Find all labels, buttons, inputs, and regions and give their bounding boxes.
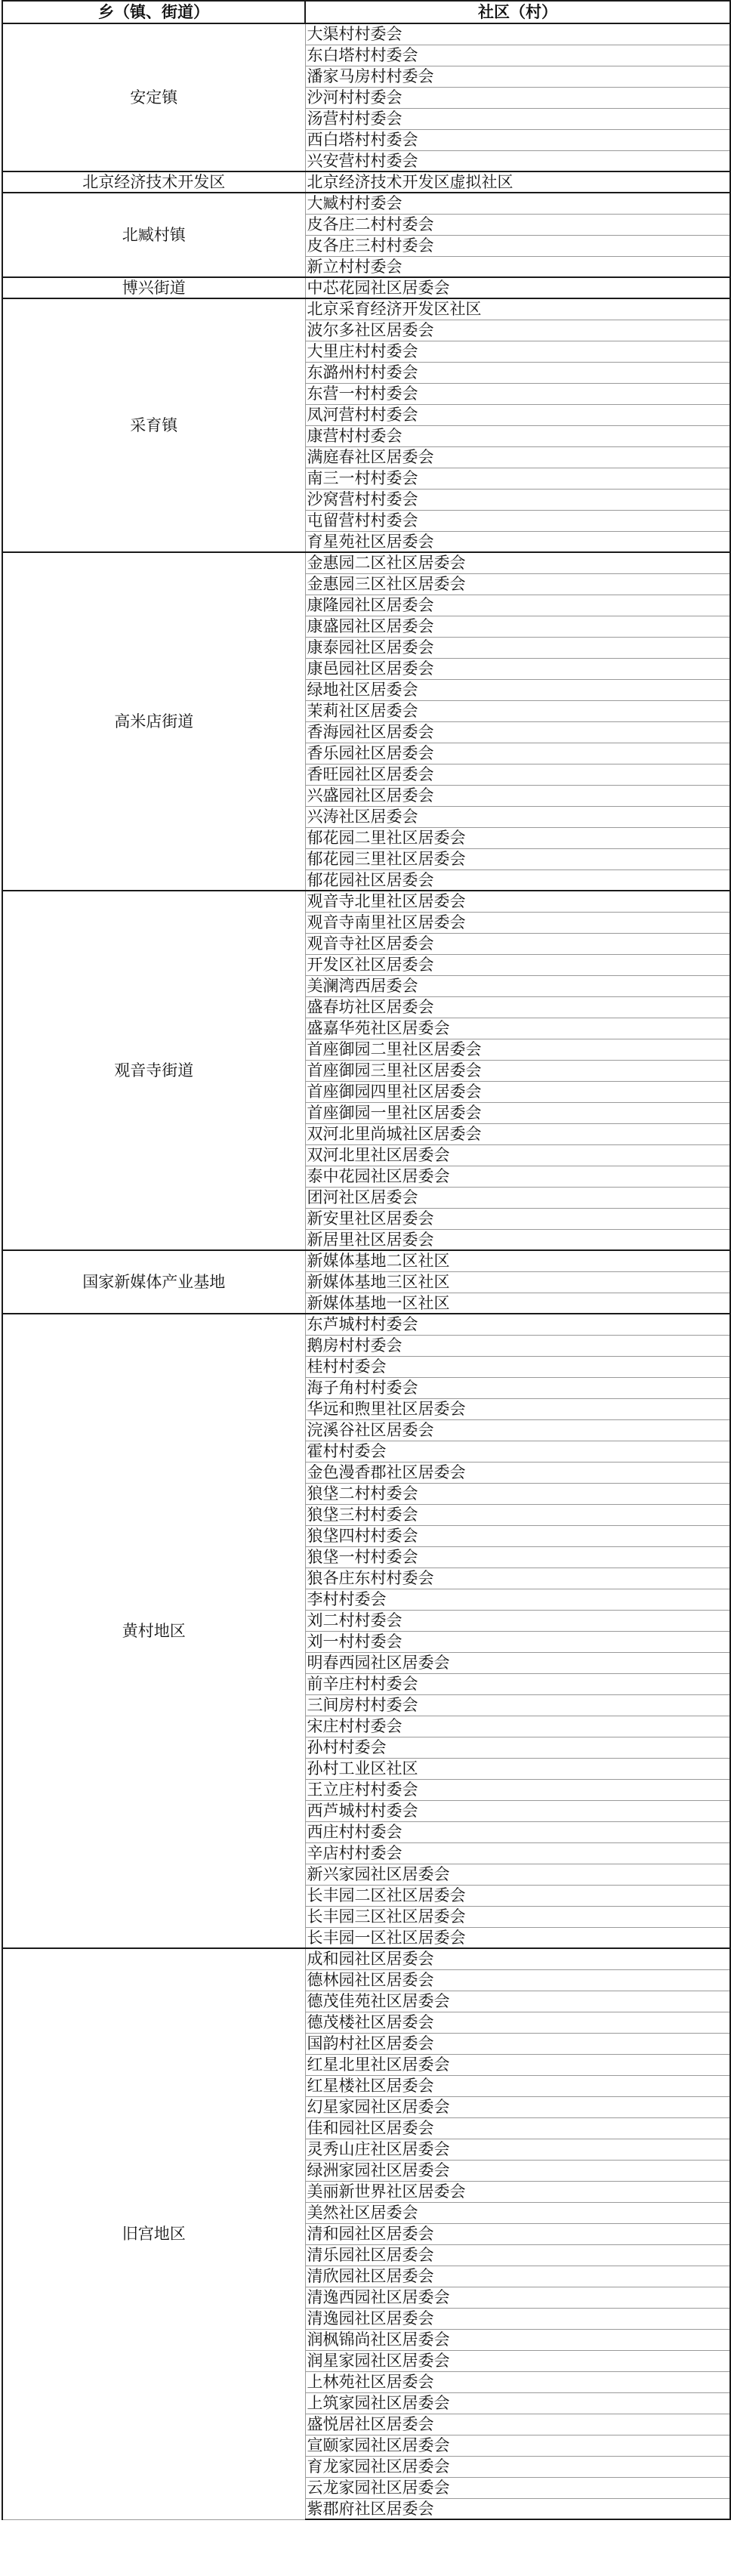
community-cell: 鹅房村村委会 xyxy=(305,1335,730,1356)
community-cell: 狼垡四村村委会 xyxy=(305,1525,730,1546)
community-cell: 新媒体基地二区社区 xyxy=(305,1250,730,1271)
community-cell: 孙村村委会 xyxy=(305,1737,730,1758)
community-cell: 清欣园社区居委会 xyxy=(305,2266,730,2287)
community-cell: 美丽新世界社区居委会 xyxy=(305,2181,730,2202)
community-cell: 育星苑社区居委会 xyxy=(305,531,730,552)
header-community: 社区（村） xyxy=(305,1,730,23)
community-cell: 西庄村村委会 xyxy=(305,1821,730,1842)
community-cell: 红星北里社区居委会 xyxy=(305,2054,730,2075)
community-cell: 大里庄村村委会 xyxy=(305,341,730,362)
community-cell: 新兴家园社区居委会 xyxy=(305,1864,730,1885)
township-cell: 观音寺街道 xyxy=(2,891,305,1250)
community-cell: 润枫锦尚社区居委会 xyxy=(305,2329,730,2350)
community-table xyxy=(2,0,731,2520)
community-cell: 开发区社区居委会 xyxy=(305,954,730,975)
community-cell: 德林园社区居委会 xyxy=(305,1969,730,1991)
community-cell: 兴安营村村委会 xyxy=(305,150,730,171)
community-cell: 新居里社区居委会 xyxy=(305,1229,730,1250)
community-cell: 霍村村委会 xyxy=(305,1441,730,1462)
header-township: 乡（镇、街道） xyxy=(2,1,305,23)
township-cell: 北臧村镇 xyxy=(2,193,305,277)
community-cell: 康泰园社区居委会 xyxy=(305,637,730,658)
community-cell: 波尔多社区居委会 xyxy=(305,320,730,341)
community-cell: 李村村委会 xyxy=(305,1589,730,1610)
community-cell: 狼垡一村村委会 xyxy=(305,1546,730,1568)
community-cell: 沙窝营村村委会 xyxy=(305,489,730,510)
community-cell: 美然社区居委会 xyxy=(305,2202,730,2223)
community-cell: 新媒体基地一区社区 xyxy=(305,1293,730,1314)
table-row xyxy=(2,1948,730,1969)
community-cell: 首座御园二里社区居委会 xyxy=(305,1039,730,1060)
community-cell: 国韵村社区居委会 xyxy=(305,2033,730,2054)
community-cell: 新立村村委会 xyxy=(305,256,730,277)
community-cell: 清逸西园社区居委会 xyxy=(305,2287,730,2308)
table-row xyxy=(2,171,730,193)
community-cell: 新安里社区居委会 xyxy=(305,1208,730,1229)
township-cell: 旧宫地区 xyxy=(2,1948,305,2519)
community-cell: 孙村工业区社区 xyxy=(305,1758,730,1779)
table-row xyxy=(2,193,730,214)
community-cell: 明春西园社区居委会 xyxy=(305,1652,730,1673)
community-cell: 郁花园社区居委会 xyxy=(305,869,730,891)
community-cell: 香乐园社区居委会 xyxy=(305,743,730,764)
community-cell: 王立庄村村委会 xyxy=(305,1779,730,1800)
header-row xyxy=(2,1,730,23)
community-cell: 北京采育经济开发区社区 xyxy=(305,298,730,320)
community-cell: 南三一村村委会 xyxy=(305,468,730,489)
community-cell: 观音寺南里社区居委会 xyxy=(305,912,730,933)
community-cell: 宣颐家园社区居委会 xyxy=(305,2435,730,2456)
community-cell: 新媒体基地三区社区 xyxy=(305,1271,730,1293)
community-cell: 海子角村村委会 xyxy=(305,1377,730,1398)
table-row xyxy=(2,298,730,320)
community-cell: 香旺园社区居委会 xyxy=(305,764,730,785)
community-cell: 绿地社区居委会 xyxy=(305,679,730,700)
community-cell: 金惠园二区社区居委会 xyxy=(305,552,730,573)
community-cell: 中芯花园社区居委会 xyxy=(305,277,730,298)
table-row xyxy=(2,23,730,45)
community-cell: 幻星家园社区居委会 xyxy=(305,2096,730,2117)
community-cell: 双河北里社区居委会 xyxy=(305,1144,730,1166)
community-cell: 满庭春社区居委会 xyxy=(305,446,730,468)
community-cell: 成和园社区居委会 xyxy=(305,1948,730,1969)
community-cell: 三间房村村委会 xyxy=(305,1694,730,1716)
table-row xyxy=(2,891,730,912)
community-cell: 清和园社区居委会 xyxy=(305,2223,730,2244)
community-cell: 凤河营村村委会 xyxy=(305,404,730,425)
community-cell: 汤营村村委会 xyxy=(305,108,730,129)
community-cell: 绿洲家园社区居委会 xyxy=(305,2160,730,2181)
community-cell: 东营一村村委会 xyxy=(305,383,730,404)
township-cell: 北京经济技术开发区 xyxy=(2,171,305,193)
community-cell: 狼垡二村村委会 xyxy=(305,1483,730,1504)
community-cell: 育龙家园社区居委会 xyxy=(305,2456,730,2477)
township-cell: 博兴街道 xyxy=(2,277,305,298)
community-cell: 首座御园三里社区居委会 xyxy=(305,1060,730,1081)
community-cell: 上筑家园社区居委会 xyxy=(305,2392,730,2414)
community-cell: 长丰园二区社区居委会 xyxy=(305,1885,730,1906)
table-row xyxy=(2,552,730,573)
community-cell: 华远和煦里社区居委会 xyxy=(305,1398,730,1419)
community-cell: 潘家马房村村委会 xyxy=(305,66,730,87)
community-cell: 灵秀山庄社区居委会 xyxy=(305,2139,730,2160)
community-cell: 首座御园一里社区居委会 xyxy=(305,1102,730,1123)
township-cell: 采育镇 xyxy=(2,298,305,552)
table-row xyxy=(2,1250,730,1271)
township-cell: 黄村地区 xyxy=(2,1314,305,1948)
community-cell: 大臧村村委会 xyxy=(305,193,730,214)
community-cell: 香海园社区居委会 xyxy=(305,721,730,743)
community-cell: 清乐园社区居委会 xyxy=(305,2244,730,2266)
community-cell: 辛店村村委会 xyxy=(305,1842,730,1864)
community-cell: 润星家园社区居委会 xyxy=(305,2350,730,2371)
community-cell: 金色漫香郡社区居委会 xyxy=(305,1462,730,1483)
community-cell: 西白塔村村委会 xyxy=(305,129,730,150)
community-cell: 狼各庄东村村委会 xyxy=(305,1568,730,1589)
community-cell: 云龙家园社区居委会 xyxy=(305,2477,730,2498)
community-cell: 桂村村委会 xyxy=(305,1356,730,1377)
community-cell: 郁花园三里社区居委会 xyxy=(305,848,730,869)
community-cell: 美澜湾西居委会 xyxy=(305,975,730,996)
township-cell: 高米店街道 xyxy=(2,552,305,891)
community-cell: 康营村村委会 xyxy=(305,425,730,446)
community-cell: 屯留营村村委会 xyxy=(305,510,730,531)
community-cell: 东潞州村村委会 xyxy=(305,362,730,383)
township-cell: 安定镇 xyxy=(2,23,305,171)
community-cell: 皮各庄三村村委会 xyxy=(305,235,730,256)
community-cell: 紫郡府社区居委会 xyxy=(305,2498,730,2519)
community-cell: 德茂楼社区居委会 xyxy=(305,2012,730,2033)
community-cell: 兴涛社区居委会 xyxy=(305,806,730,827)
community-cell: 西芦城村村委会 xyxy=(305,1800,730,1821)
community-cell: 盛嘉华苑社区居委会 xyxy=(305,1018,730,1039)
community-cell: 上林苑社区居委会 xyxy=(305,2371,730,2392)
community-cell: 北京经济技术开发区虚拟社区 xyxy=(305,171,730,193)
table-row xyxy=(2,1314,730,1335)
community-cell: 刘一村村委会 xyxy=(305,1631,730,1652)
community-cell: 长丰园一区社区居委会 xyxy=(305,1927,730,1948)
community-cell: 大渠村村委会 xyxy=(305,23,730,45)
community-cell: 刘二村村委会 xyxy=(305,1610,730,1631)
table-row xyxy=(2,277,730,298)
community-cell: 盛春坊社区居委会 xyxy=(305,996,730,1018)
community-cell: 盛悦居社区居委会 xyxy=(305,2414,730,2435)
community-cell: 沙河村村委会 xyxy=(305,87,730,108)
table-body xyxy=(2,23,730,2519)
community-cell: 康邑园社区居委会 xyxy=(305,658,730,679)
township-cell: 国家新媒体产业基地 xyxy=(2,1250,305,1314)
community-cell: 佳和园社区居委会 xyxy=(305,2117,730,2139)
community-cell: 团河社区居委会 xyxy=(305,1187,730,1208)
community-cell: 东芦城村村委会 xyxy=(305,1314,730,1335)
community-cell: 宋庄村村委会 xyxy=(305,1716,730,1737)
community-cell: 红星楼社区居委会 xyxy=(305,2075,730,2096)
community-cell: 观音寺北里社区居委会 xyxy=(305,891,730,912)
community-cell: 德茂佳苑社区居委会 xyxy=(305,1991,730,2012)
community-cell: 郁花园二里社区居委会 xyxy=(305,827,730,848)
community-cell: 观音寺社区居委会 xyxy=(305,933,730,954)
community-cell: 双河北里尚城社区居委会 xyxy=(305,1123,730,1144)
community-cell: 东白塔村村委会 xyxy=(305,45,730,66)
community-cell: 金惠园三区社区居委会 xyxy=(305,573,730,595)
community-cell: 清逸园社区居委会 xyxy=(305,2308,730,2329)
community-cell: 首座御园四里社区居委会 xyxy=(305,1081,730,1102)
community-cell: 狼垡三村村委会 xyxy=(305,1504,730,1525)
community-cell: 皮各庄二村村委会 xyxy=(305,214,730,235)
community-cell: 茉莉社区居委会 xyxy=(305,700,730,721)
community-cell: 前辛庄村村委会 xyxy=(305,1673,730,1694)
community-cell: 兴盛园社区居委会 xyxy=(305,785,730,806)
community-cell: 长丰园三区社区居委会 xyxy=(305,1906,730,1927)
community-cell: 康盛园社区居委会 xyxy=(305,616,730,637)
community-cell: 浣溪谷社区居委会 xyxy=(305,1419,730,1441)
community-cell: 康隆园社区居委会 xyxy=(305,595,730,616)
community-cell: 泰中花园社区居委会 xyxy=(305,1166,730,1187)
